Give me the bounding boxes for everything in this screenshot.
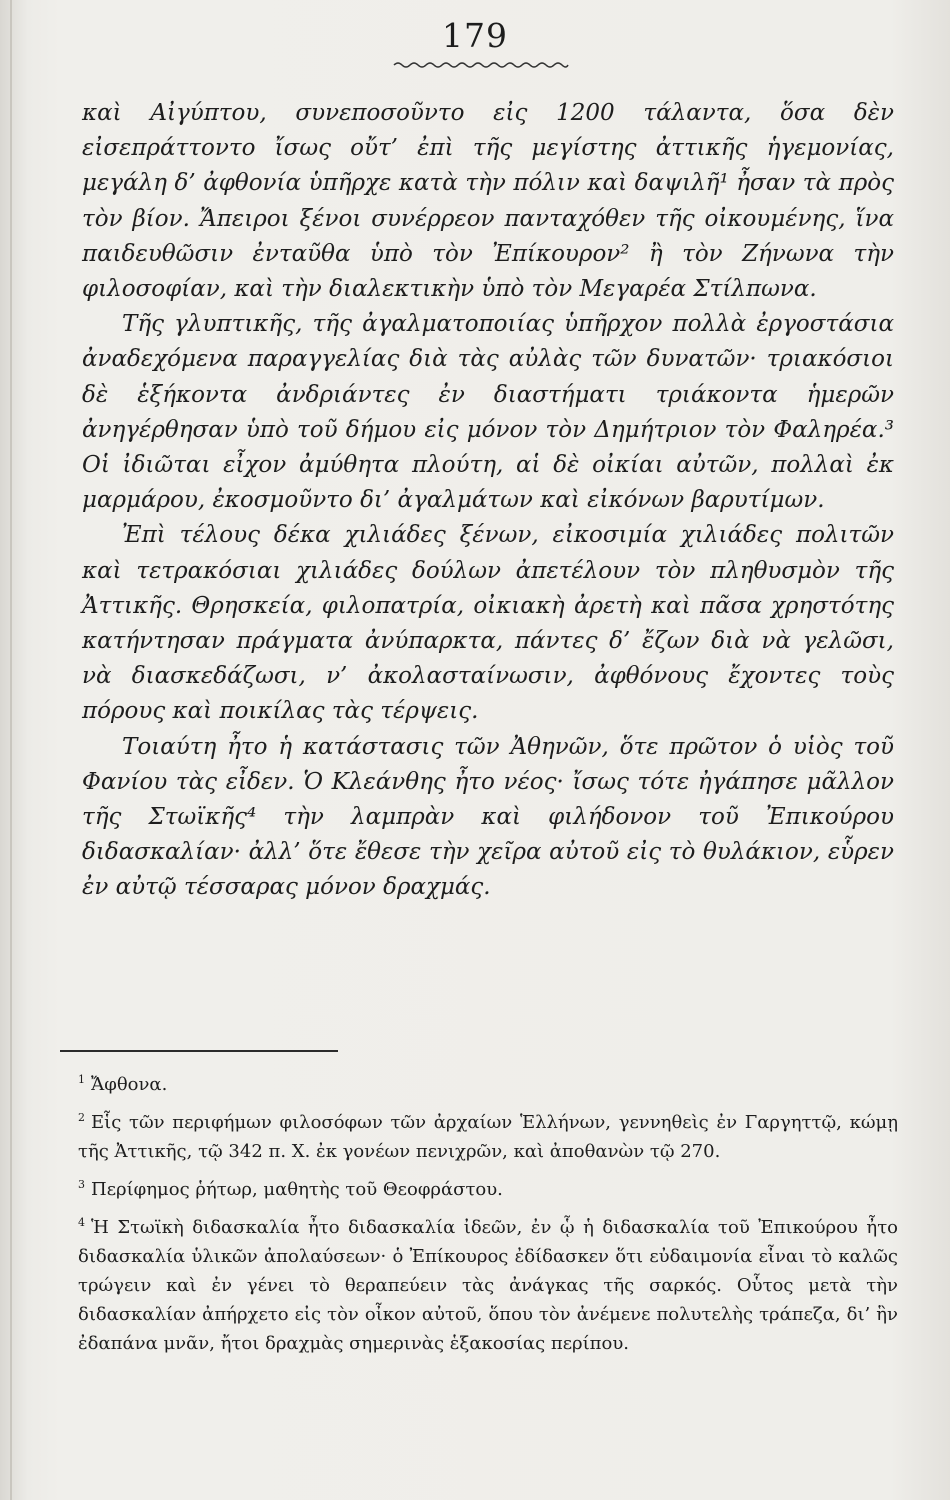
binding-edge (10, 0, 12, 1500)
footnote-text: Περίφημος ῥήτωρ, μαθητὴς τοῦ Θεοφράστου. (91, 1179, 503, 1200)
footnote-divider (60, 1050, 338, 1052)
footnote-marker: 1 (78, 1073, 85, 1086)
footnote-4 (78, 1208, 898, 1358)
body-paragraph-4: Τοιαύτη ἦτο ἡ κατάστασις τῶν Ἀθηνῶν, ὅτε πρῶτον ὁ υἱὸς τοῦ Φανίου τὰς εἶδεν. Ὁ Κλεάνθης ἦτο νέος· ἴσως τότε ἠγάπησε μᾶλλον τῆς Στωϊκῆς⁴ τὴν λαμπρὰν καὶ φιλήδονον τοῦ Ἐπικούρου διδασκαλίαν· ἀλλ’ ὅτε ἔθεσε τὴν χεῖρα αὐτοῦ εἰς τὸ θυλάκιον, εὗρεν ἐν αὐτῷ τέσσαρας μόνον δραχμάς. (82, 733, 894, 901)
footnote-marker: 3 (78, 1178, 85, 1191)
footnote-2 (78, 1103, 898, 1166)
footnote-text: Εἷς τῶν περιφήμων φιλοσόφων τῶν ἀρχαίων Ἑλλήνων, γεννηθεὶς ἐν Γαργηττῷ, κώμῃ τῆς Ἀττικῆς, τῷ 342 π. Χ. ἐκ γονέων πενιχρῶν, καὶ ἀποθανὼν τῷ 270. (78, 1112, 898, 1162)
body-paragraph-1: καὶ Αἰγύπτου, συνεποσοῦντο εἰς 1200 τάλαντα, ὅσα δὲν εἰσεπράττοντο ἴσως οὔτ’ ἐπὶ τῆς μεγίστης ἀττικῆς ἡγεμονίας, μεγάλη δ’ ἀφθονία ὑπῆρχε κατὰ τὴν πόλιν καὶ δαψιλῆ¹ ἦσαν τὰ πρὸς τὸν βίον. Ἄπειροι ξένοι συνέρρεον πανταχόθεν τῆς οἰκουμένης, ἵνα παιδευθῶσιν ἐνταῦθα ὑπὸ τὸν Ἐπίκουρον² ἢ τὸν Ζήνωνα τὴν φιλοσοφίαν, καὶ τὴν διαλεκτικὴν ὑπὸ τὸν Μεγαρέα Στίλπωνα. (82, 100, 894, 303)
header-ornament (392, 60, 570, 70)
body-paragraph-2: Τῆς γλυπτικῆς, τῆς ἀγαλματοποιίας ὑπῆρχον πολλὰ ἐργοστάσια ἀναδεχόμενα παραγγελίας διὰ τὰς αὐλὰς τῶν δυνατῶν· τριακόσιοι δὲ ἑξήκοντα ἀνδριάντες ἐν διαστήματι τριάκοντα ἡμερῶν ἀνηγέρθησαν ὑπὸ τοῦ δήμου εἰς μόνον τὸν Δημήτριον τὸν Φαληρέα.³ Οἱ ἰδιῶται εἶχον ἀμύθητα πλούτη, αἱ δὲ οἰκίαι αὐτῶν, πολλαὶ ἐκ μαρμάρου, ἐκοσμοῦντο δι’ ἀγαλμάτων καὶ εἰκόνων βαρυτίμων. (82, 311, 894, 514)
footnote-1 (78, 1065, 898, 1099)
body-paragraph-3: Ἐπὶ τέλους δέκα χιλιάδες ξένων, εἰκοσιμία χιλιάδες πολιτῶν καὶ τετρακόσιαι χιλιάδες δούλων ἀπετέλουν τὸν πληθυσμὸν τῆς Ἀττικῆς. Θρησκεία, φιλοπατρία, οἰκιακὴ ἀρετὴ καὶ πᾶσα χρηστότης κατήντησαν πράγματα ἀνύπαρκτα, πάντες δ’ ἔζων διὰ νὰ γελῶσι, νὰ διασκεδάζωσι, ν’ ἀκολασταίνωσιν, ἀφθόνους ἔχοντες τοὺς πόρους καὶ ποικίλας τὰς τέρψεις. (82, 522, 894, 725)
footnote-marker: 4 (78, 1216, 85, 1229)
footnote-text: Ἡ Στωϊκὴ διδασκαλία ἦτο διδασκαλία ἰδεῶν, ἐν ᾧ ἡ διδασκαλία τοῦ Ἐπικούρου ἦτο διδασκαλία ὑλικῶν ἀπολαύσεων· ὁ Ἐπίκουρος ἐδίδασκεν ὅτι εὐδαιμονία εἶναι τὸ καλῶς τρώγειν καὶ ἐν γένει τὸ θεραπεύειν τὰς ἀνάγκας τῆς σαρκός. Οὗτος μετὰ τὴν διδασκαλίαν ἀπήρχετο εἰς τὸν οἶκον αὐτοῦ, ὅπου τὸν ἀνέμενε πολυτελὴς τράπεζα, δι’ ἣν ἐδαπάνα μνᾶν, ἤτοι δραχμὰς σημερινὰς ἑξακοσίας περίπου. (78, 1217, 898, 1354)
main-text (82, 96, 894, 906)
footnote-3 (78, 1170, 898, 1204)
page-number: 179 (442, 16, 508, 55)
footnotes (78, 1065, 898, 1362)
footnote-marker: 2 (78, 1111, 85, 1124)
footnote-text: Ἄφθονα. (91, 1074, 168, 1095)
